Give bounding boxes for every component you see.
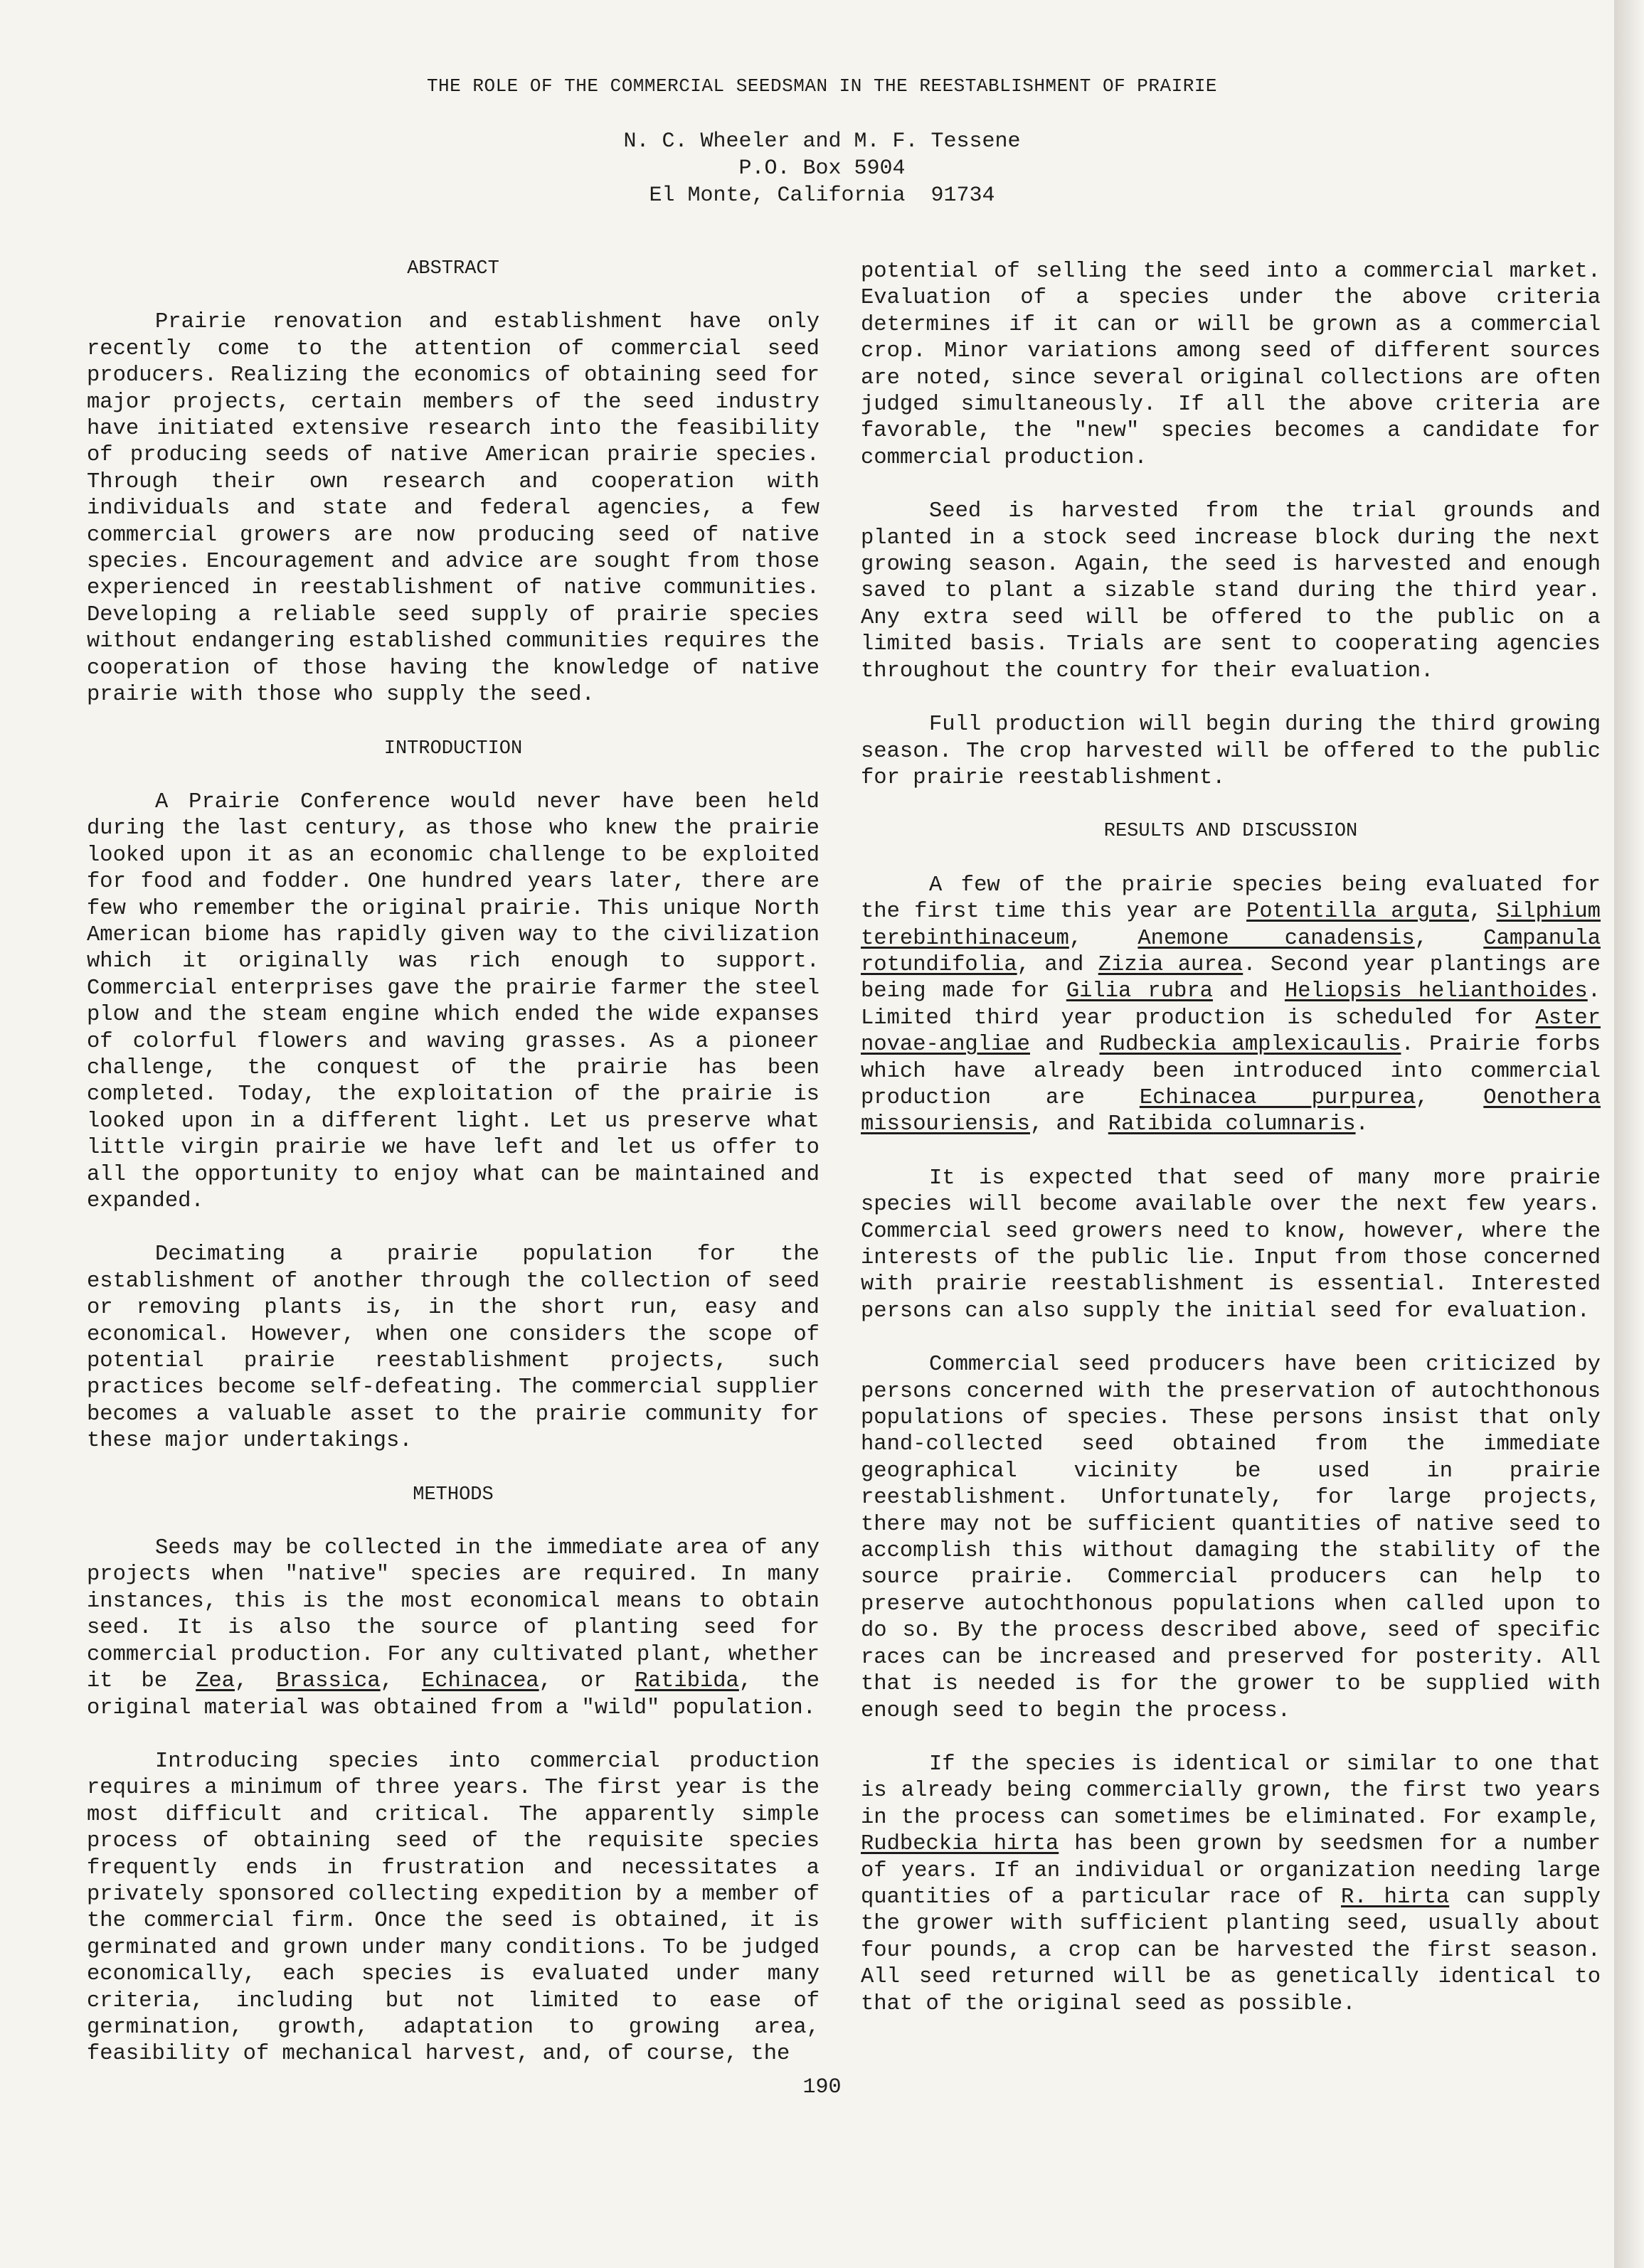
taxon-echinacea: Echinacea (421, 1669, 539, 1694)
results-heading: RESULTS AND DISCUSSION (1103, 821, 1358, 843)
methods-paragraph-2-continued: potential of selling the seed into a commercial market. Evaluation of a species under the above criteria determines if it can or will be grown as a commercial crop. Minor variations among seed of different sources are noted, since several original collections are often judged simultaneously. If all the above criteria are favorable, the "new" species becomes a candidate for commercial production. (861, 260, 1601, 470)
methods-paragraph-3: Seed is harvested from the trial grounds and planted in a stock seed increase block during the next growing season. Again, the seed is harvested and enough saved to plant a sizable stand during the third year. Any extra seed will be offered to the public on a limited basis. Trials are sent to cooperating agencies throughout the country for their evaluation. (861, 499, 1601, 683)
page-number: 190 (802, 2075, 842, 2099)
introduction-heading: INTRODUCTION (383, 738, 523, 760)
taxon-potentilla: Potentilla arguta (1246, 900, 1470, 925)
abstract-paragraph: Prairie renovation and establishment have only recently come to the attention of commercial seed producers. Realizing the economics of obtaining seed for major projects, certain members of the seed industry have initiated extensive research into the feasibility of producing seeds of native American prairie species. Through their own research and cooperation with individuals and state and federal agencies, a few commercial growers are now producing seed of native species. Encouragement and advice are sought from those experienced in reestablishment of native communities. Developing a reliable seed supply of prairie species without endangering established communities requires the cooperation of those having the knowledge of native prairie with those who supply the seed. (87, 310, 820, 708)
methods-paragraph-1: Seeds may be collected in the immediate area of any projects when "native" species are required. In many instances, this is the most economical means to obtain seed. It is also the source of planting seed for commercial production. For any cultivated plant, whether it be Zea, Brassica, Echinacea, or Ratibida, the original material was obtained from a "wild" population. (87, 1536, 820, 1720)
taxon-aster: Aster novae-angliae (861, 1006, 1601, 1058)
taxon-ratibida-columnaris: Ratibida columnaris (1108, 1112, 1356, 1137)
scan-edge-shadow (1614, 0, 1644, 2268)
taxon-silphium: Silphium terebinthinaceum (861, 900, 1601, 951)
taxon-gilia: Gilia rubra (1066, 979, 1213, 1004)
taxon-campanula: Campanula rotundifolia (861, 926, 1601, 977)
taxon-brassica: Brassica (276, 1669, 381, 1694)
taxon-zizia: Zizia aurea (1098, 952, 1243, 977)
abstract-heading: ABSTRACT (407, 258, 499, 279)
results-paragraph-3: Commercial seed producers have been criticized by persons concerned with the preservation of autochthonous populations of species. These persons insist that only hand-collected seed obtained from the immediate geographical vicinity be used in prairie reestablishment. Unfortunately, for large projects, there may not be sufficient quantities of native seed to accomplish this without damaging the stability of the source prairie. Commercial producers can help to preserve autochthonous populations when called upon to do so. By the process described above, seed of specific races can be increased and preserved for posterity. All that is needed is for the grower to be supplied with enough seed to begin the process. (861, 1353, 1601, 1723)
taxon-echinacea-purpurea: Echinacea purpurea (1139, 1085, 1416, 1110)
address-line-2: El Monte, California 91734 (649, 183, 995, 208)
taxon-zea: Zea (196, 1669, 235, 1694)
taxon-ratibida: Ratibida (635, 1669, 739, 1694)
taxon-anemone: Anemone canadensis (1137, 926, 1415, 951)
taxon-heliopsis: Heliopsis helianthoides (1284, 979, 1588, 1004)
right-column (861, 259, 1601, 2045)
results-paragraph-2: It is expected that seed of many more prairie species will become available over the next few years. Commercial seed growers need to know, however, where the interests of the public lie. Input from those concerned with prairie reestablishment is essential. Interested persons can also supply the initial seed for evaluation. (861, 1166, 1601, 1324)
taxon-rudbeckia-amplexicaulis: Rudbeckia amplexicaulis (1099, 1033, 1401, 1058)
taxon-rudbeckia-hirta: Rudbeckia hirta (861, 1832, 1059, 1857)
results-paragraph-4: If the species is identical or similar to one that is already being commercially grown, the first two years in the process can sometimes be eliminated. For example, Rudbeckia hirta has been grown by seedsmen for a number of years. If an individual or organization needing large quantities of a particular race of R. hirta can supply the grower with sufficient planting seed, usually about four pounds, a crop can be harvested the first season. All seed returned will be as genetically identical to that of the original seed as possible. (861, 1752, 1601, 2016)
authors: N. C. Wheeler and M. F. Tessene (623, 129, 1021, 154)
taxon-oenothera: Oenothera missouriensis (861, 1085, 1601, 1137)
paper-title: THE ROLE OF THE COMMERCIAL SEEDSMAN IN THE REESTABLISHMENT OF PRAIRIE (426, 75, 1218, 97)
intro-paragraph-2: Decimating a prairie population for the establishment of another through the collection of seed or removing plants is, in the short run, easy and economical. However, when one considers the scope of potential prairie reestablishment projects, such practices become self-defeating. The commercial supplier becomes a valuable asset to the prairie community for these major undertakings. (87, 1242, 820, 1454)
address-line-1: P.O. Box 5904 (738, 156, 906, 181)
left-column (87, 256, 820, 2095)
intro-paragraph-1: A Prairie Conference would never have been held during the last century, as those who knew the prairie looked upon it as an economic challenge to be exploited for food and fodder. One hundred years later, there are few who remember the original prairie. This unique North American biome has rapidly given way to the civilization which it originally was rich enough to support. Commercial enterprises gave the prairie farmer the steel plow and the steam engine which ended the wide expanses of colorful flowers and waving grasses. As a pioneer challenge, the conquest of the prairie has been completed. Today, the exploitation of the prairie is looked upon in a different light. Let us preserve what little virgin prairie we have left and let us offer to all the opportunity to enjoy what can be maintained and expanded. (87, 789, 820, 1213)
methods-paragraph-4: Full production will begin during the third growing season. The crop harvested will be offered to the public for prairie reestablishment. (861, 713, 1601, 790)
methods-heading: METHODS (413, 1484, 494, 1506)
taxon-r-hirta: R. hirta (1341, 1885, 1450, 1910)
methods-paragraph-2: Introducing species into commercial production requires a minimum of three years. The first year is the most difficult and critical. The apparently simple process of obtaining seed of the requisite species frequently ends in frustration and necessitates a privately sponsored collecting expedition by a member of the commercial firm. Once the seed is obtained, it is germinated and grown under many conditions. To be judged economically, each species is evaluated under many criteria, including but not limited to ease of germination, growth, adaptation to growing area, feasibility of mechanical harvest, and, of course, the (87, 1749, 820, 2067)
results-paragraph-1: A few of the prairie species being evaluated for the first time this year are Potentilla arguta, Silphium terebinthinaceum, Anemone canadensis, Campanula rotundifolia, and Zizia aurea. Second year plantings are being made for Gilia rubra and Heliopsis helianthoides. Limited third year production is scheduled for Aster novae-angliae and Rudbeckia amplexicaulis. Prairie forbs which have already been introduced into commercial production are Echinacea purpurea, Oenothera missouriensis, and Ratibida columnaris. (861, 873, 1601, 1137)
byline (0, 128, 1644, 209)
